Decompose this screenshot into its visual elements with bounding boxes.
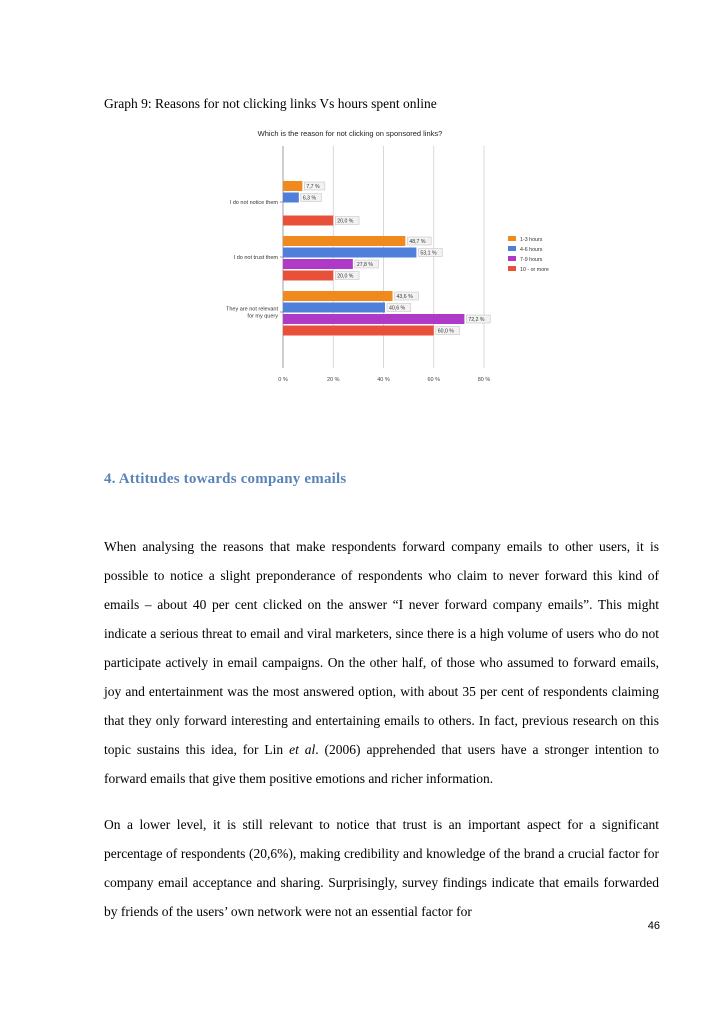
- data-label: 20,0 %: [337, 218, 354, 225]
- category-label: [230, 200, 279, 206]
- category-label: [234, 255, 279, 261]
- paragraph-2: On a lower level, it is still relevant to notice that trust is an important aspect for a significant percentage of respondents (20,6%), making credibility and knowledge of the brand a crucial factor for company email acceptance and sharing. Surprisingly, survey findings indicate that emails forwarded by friends of the users’ own network were not an essential factor for: [104, 817, 659, 919]
- section-heading: 4. Attitudes towards company emails: [104, 471, 347, 487]
- legend-swatch: [508, 246, 516, 251]
- legend-swatch: [508, 256, 516, 261]
- legend-label: 4-6 hours: [520, 247, 543, 253]
- page-number: 46: [647, 920, 660, 932]
- category-label-line: They are not relevant: [226, 306, 278, 313]
- legend-label: 10 - or more: [520, 267, 549, 273]
- bar: [283, 181, 302, 191]
- category-label-line: I do not notice them: [229, 200, 278, 206]
- data-label: 6,3 %: [302, 195, 317, 202]
- data-label: 60,0 %: [437, 328, 454, 335]
- data-label: 7,7 %: [306, 184, 320, 190]
- bar: [283, 326, 434, 336]
- legend-swatch: [508, 236, 516, 241]
- data-label: 53,1 %: [420, 250, 437, 257]
- bar: [283, 291, 393, 301]
- data-label: 40,6 %: [389, 305, 406, 312]
- category-label: [226, 307, 278, 320]
- x-tick-label: 80 %: [477, 377, 491, 383]
- bar: [283, 193, 299, 203]
- bar: [283, 248, 416, 258]
- figure-caption: Graph 9: Reasons for not clicking links Vs hours spent online: [104, 96, 437, 111]
- x-tick-label: 60 %: [427, 377, 441, 383]
- paragraph-1: [104, 532, 659, 793]
- data-label: 43,6 %: [396, 294, 413, 300]
- legend-label: 1-3 hours: [520, 237, 543, 243]
- category-label-line: I do not trust them: [233, 255, 278, 261]
- bar: [283, 314, 464, 324]
- category-label-line: for my query: [247, 313, 278, 320]
- paragraph-1-text: When analysing the reasons that make respondents forward company emails to other users, it is possible to notice a slight preponderance of respondents who claim to never forward this kind of emails – about 40 per cent clicked on the answer “I never forward company emails”. This might indicate a serious threat to email and viral marketers, since there is a high volume of users who do not participate actively in email campaigns. On the other half, of those who assumed to forward emails, joy and entertainment was the most answered option, with about 35 per cent of respondents claiming that they only forward interesting and entertaining emails to others. In fact, previous research on this topic sustains this idea, for Lin: [104, 539, 659, 757]
- bar: [283, 271, 333, 281]
- bar: [283, 236, 405, 246]
- data-label: 27,8 %: [356, 262, 374, 268]
- bar: [283, 259, 353, 269]
- data-label: 72,2 %: [468, 317, 485, 323]
- bar-chart: [0, 0, 728, 400]
- bar: [283, 303, 385, 313]
- x-tick-label: 20 %: [326, 377, 340, 383]
- citation-et-al: et al: [289, 742, 316, 757]
- x-tick-label: 0 %: [278, 377, 288, 383]
- bar: [283, 216, 333, 226]
- chart-title: Which is the reason for not clicking on sponsored links?: [257, 129, 443, 138]
- data-label: 20,0 %: [337, 273, 354, 280]
- legend-swatch: [508, 266, 516, 271]
- x-tick-label: 40 %: [377, 377, 390, 383]
- data-label: 48,7 %: [409, 239, 426, 245]
- legend-label: 7-9 hours: [520, 257, 543, 263]
- paragraph-1-text-end: . (2006) apprehended that users have a stronger intention to forward emails that give them positive emotions and richer information.: [104, 742, 660, 786]
